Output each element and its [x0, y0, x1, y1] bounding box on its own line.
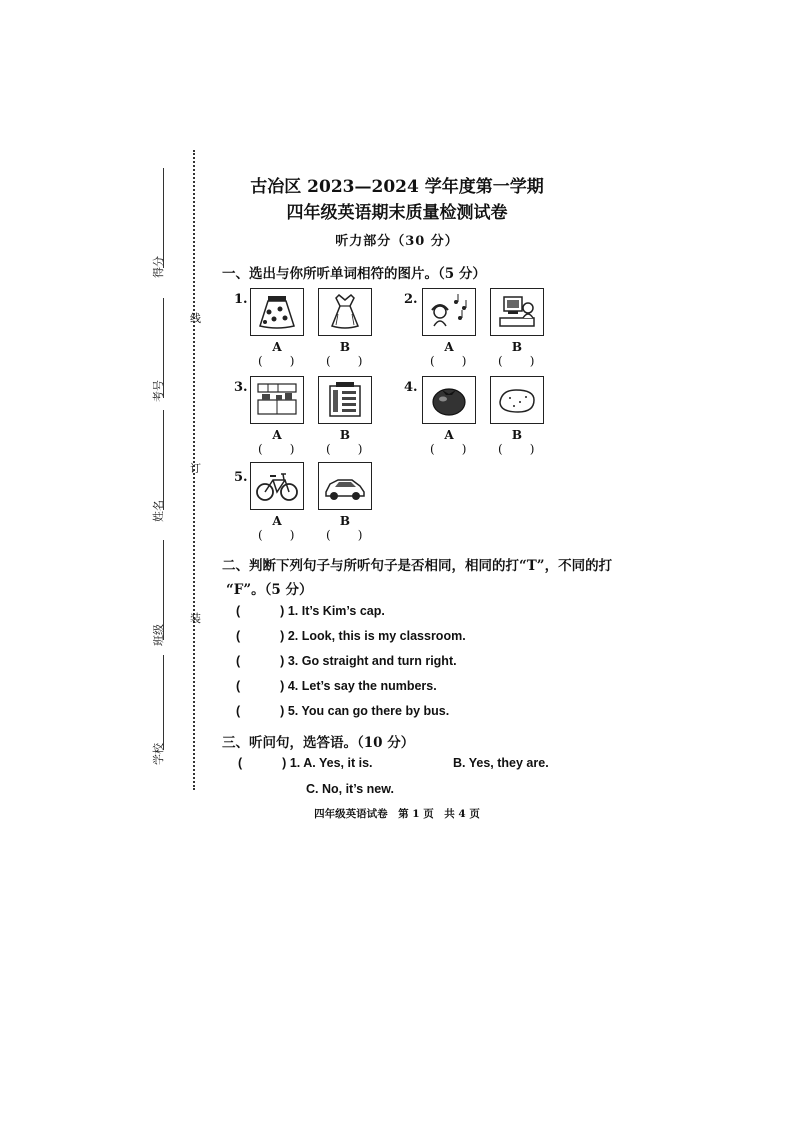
- paren-open: (: [236, 629, 241, 643]
- sentence-text: 4. Let’s say the numbers.: [287, 679, 437, 693]
- paren-close: ): [280, 704, 285, 718]
- paren-open: (: [326, 528, 332, 542]
- choice-a: 1. A. Yes, it is.: [289, 756, 373, 770]
- sentence-text: 2. Look, this is my classroom.: [287, 629, 466, 643]
- paren-close: ): [529, 354, 536, 368]
- paren-close: ): [280, 629, 285, 643]
- item-number: 5.: [234, 470, 248, 485]
- answer-blank[interactable]: [498, 354, 558, 368]
- answer-blank[interactable]: [258, 528, 318, 542]
- answer-blank[interactable]: [430, 442, 490, 456]
- item-number: 2.: [404, 292, 418, 307]
- list-item: [236, 654, 457, 668]
- list-item: [238, 756, 373, 770]
- paren-close: ): [280, 604, 285, 618]
- option-b-image[interactable]: [318, 462, 372, 510]
- option-b-label: B: [339, 514, 351, 528]
- binding-mark-xian: 线: [190, 312, 201, 325]
- option-a-label: A: [444, 428, 454, 442]
- answer-blank[interactable]: [258, 354, 318, 368]
- page-footer: 四年级英语试卷 第 1 页 共 4 页: [314, 808, 480, 820]
- paren-open: (: [236, 604, 241, 618]
- paren-open: (: [326, 354, 332, 368]
- answer-blank[interactable]: [326, 528, 386, 542]
- paren-close: ): [289, 528, 296, 542]
- paren-open: (: [258, 354, 264, 368]
- paren-close: ): [357, 528, 364, 542]
- paren-open: (: [236, 704, 241, 718]
- sentence-text: 3. Go straight and turn right.: [287, 654, 457, 668]
- option-b-label: B: [339, 428, 351, 442]
- item-number: 4.: [404, 380, 418, 395]
- building-icon: [322, 380, 368, 420]
- paren-close: ): [461, 354, 468, 368]
- field-label-class: 班级: [152, 624, 165, 646]
- answer-blank[interactable]: [326, 442, 386, 456]
- exam-subtitle: 四年级英语期末质量检测试卷: [286, 203, 508, 223]
- option-a-label: A: [272, 340, 282, 354]
- choice-c: C. No, it’s new.: [306, 782, 394, 796]
- paren-open: (: [430, 354, 436, 368]
- paren-close: ): [280, 679, 285, 693]
- paren-close: ): [529, 442, 536, 456]
- binding-mark-zhuang: 装: [190, 612, 201, 625]
- item-number: 1.: [234, 292, 248, 307]
- answer-blank[interactable]: [326, 354, 386, 368]
- section2-heading: 二、判断下列句子与所听句子是否相同，相同的打“T”，不同的打: [222, 558, 613, 574]
- choice-b: B. Yes, they are.: [453, 756, 549, 770]
- kitchen-icon: [254, 380, 300, 420]
- section-part-title: 听力部分（30 分）: [335, 234, 459, 249]
- paren-close: ): [289, 354, 296, 368]
- answer-blank[interactable]: [498, 442, 558, 456]
- paren-open: (: [236, 679, 241, 693]
- answer-blank[interactable]: [258, 442, 318, 456]
- answer-blank[interactable]: [430, 354, 490, 368]
- paren-open: (: [326, 442, 332, 456]
- paren-open: (: [258, 528, 264, 542]
- list-item: [236, 679, 437, 693]
- field-label-name: 姓名: [152, 500, 165, 522]
- option-b-image[interactable]: [318, 376, 372, 424]
- paren-open: (: [236, 654, 241, 668]
- paren-close: ): [282, 756, 287, 770]
- option-a-label: A: [444, 340, 454, 354]
- option-b-label: B: [339, 340, 351, 354]
- section3-heading: 三、听问句，选答语。（10 分）: [222, 735, 415, 751]
- car-icon: [322, 466, 368, 506]
- tomato-icon: [426, 380, 472, 420]
- potato-icon: [494, 380, 540, 420]
- computer-icon: [494, 292, 540, 332]
- sentence-text: 1. It’s Kim’s cap.: [287, 604, 385, 618]
- paren-open: (: [238, 756, 243, 770]
- option-b-label: B: [511, 340, 523, 354]
- option-a-label: A: [272, 428, 282, 442]
- list-item: [236, 704, 449, 718]
- option-a-image[interactable]: [422, 376, 476, 424]
- field-label-exam-number: 考号: [152, 380, 165, 402]
- item-number: 3.: [234, 380, 248, 395]
- paren-close: ): [357, 354, 364, 368]
- option-b-image[interactable]: [490, 288, 544, 336]
- dress-icon: [322, 292, 368, 332]
- exam-title: 古冶区 2023—2024 学年度第一学期: [250, 177, 544, 197]
- section2-heading-cont: “F”。（5 分）: [226, 582, 313, 598]
- option-b-label: B: [511, 428, 523, 442]
- list-item: [236, 629, 466, 643]
- bike-icon: [254, 466, 300, 506]
- binding-mark-ding: 订: [190, 462, 201, 475]
- paren-open: (: [258, 442, 264, 456]
- list-item: [236, 604, 385, 618]
- option-b-image[interactable]: [318, 288, 372, 336]
- option-a-image[interactable]: [250, 462, 304, 510]
- option-b-image[interactable]: [490, 376, 544, 424]
- paren-open: (: [498, 442, 504, 456]
- option-a-image[interactable]: [250, 376, 304, 424]
- field-label-school: 学校: [152, 743, 165, 765]
- sentence-text: 5. You can go there by bus.: [287, 704, 450, 718]
- paren-open: (: [498, 354, 504, 368]
- option-a-label: A: [272, 514, 282, 528]
- section1-heading: 一、选出与你所听单词相符的图片。（5 分）: [222, 266, 486, 282]
- field-label-score: 得分: [152, 256, 165, 278]
- paren-close: ): [357, 442, 364, 456]
- music-icon: [426, 292, 472, 332]
- paren-close: ): [461, 442, 468, 456]
- paren-close: ): [280, 654, 285, 668]
- paren-close: ): [289, 442, 296, 456]
- option-a-image[interactable]: [250, 288, 304, 336]
- option-a-image[interactable]: [422, 288, 476, 336]
- paren-open: (: [430, 442, 436, 456]
- field-line-school[interactable]: [163, 655, 164, 750]
- skirt-icon: [254, 292, 300, 332]
- field-line-name[interactable]: [163, 410, 164, 510]
